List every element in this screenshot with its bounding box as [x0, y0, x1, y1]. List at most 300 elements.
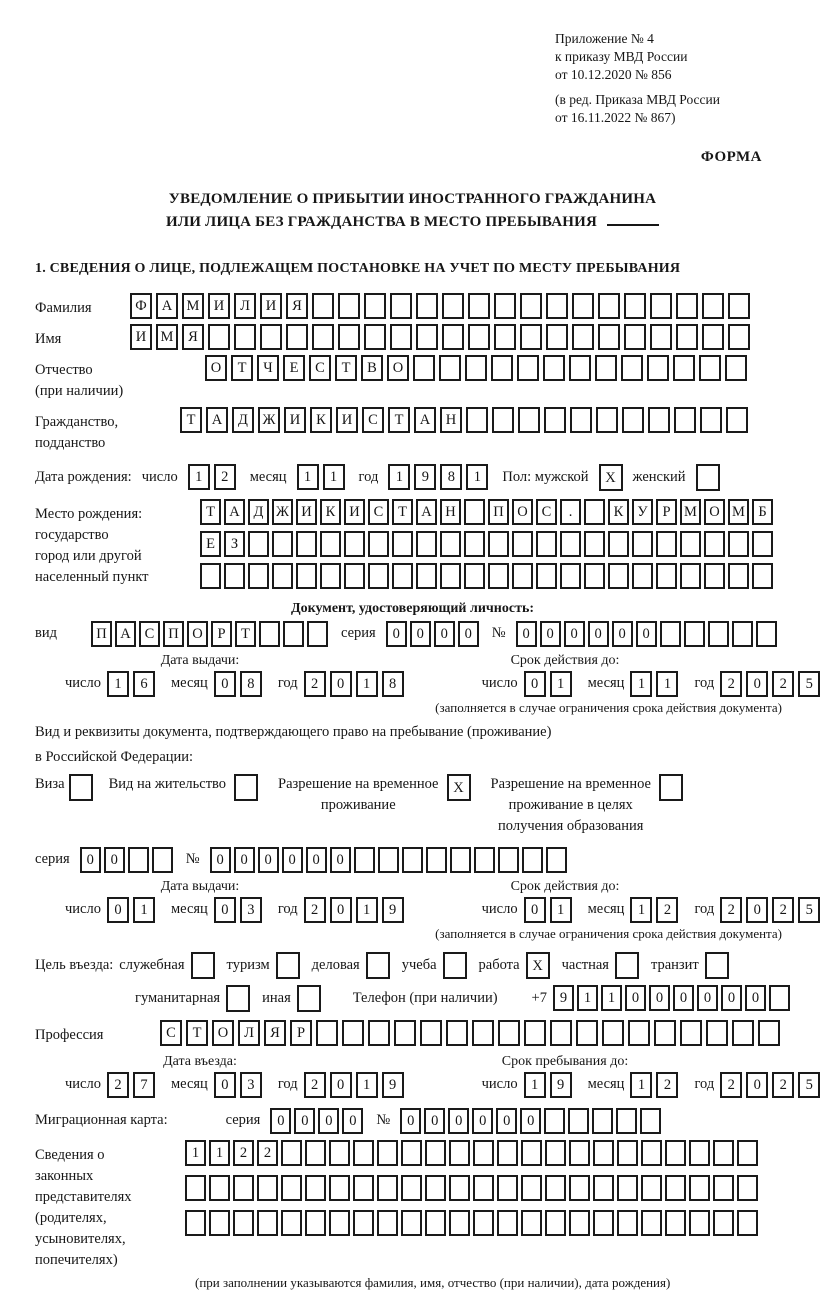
char-cell[interactable]: 9	[553, 985, 574, 1011]
char-cell[interactable]	[440, 531, 461, 557]
residence-permit-checkbox[interactable]	[234, 774, 258, 801]
char-cell[interactable]	[546, 293, 568, 319]
char-cell[interactable]	[472, 1020, 494, 1046]
char-cell[interactable]	[209, 1210, 230, 1236]
char-cell[interactable]	[497, 1210, 518, 1236]
char-cell[interactable]: М	[182, 293, 204, 319]
char-cell[interactable]: .	[560, 499, 581, 525]
char-cell[interactable]: Я	[264, 1020, 286, 1046]
char-cell[interactable]: 0	[386, 621, 407, 647]
char-cell[interactable]: К	[608, 499, 629, 525]
char-cell[interactable]	[656, 531, 677, 557]
char-cell[interactable]	[593, 1210, 614, 1236]
purpose-study-checkbox[interactable]	[443, 952, 467, 979]
char-cell[interactable]	[468, 293, 490, 319]
char-cell[interactable]	[498, 847, 519, 873]
char-cell[interactable]	[342, 1020, 364, 1046]
char-cell[interactable]	[728, 324, 750, 350]
char-cell[interactable]: Р	[290, 1020, 312, 1046]
char-cell[interactable]	[654, 1020, 676, 1046]
char-cell[interactable]	[425, 1140, 446, 1166]
char-cell[interactable]	[512, 563, 533, 589]
char-cell[interactable]	[497, 1140, 518, 1166]
char-cell[interactable]	[608, 563, 629, 589]
char-cell[interactable]	[641, 1140, 662, 1166]
char-cell[interactable]	[413, 355, 435, 381]
purpose-tourism-checkbox[interactable]	[276, 952, 300, 979]
char-cell[interactable]	[546, 324, 568, 350]
char-cell[interactable]	[420, 1020, 442, 1046]
char-cell[interactable]	[624, 293, 646, 319]
char-cell[interactable]	[401, 1210, 422, 1236]
char-cell[interactable]: М	[728, 499, 749, 525]
char-cell[interactable]: 0	[588, 621, 609, 647]
char-cell[interactable]	[568, 1108, 589, 1134]
char-cell[interactable]: 0	[107, 897, 129, 923]
char-cell[interactable]	[665, 1210, 686, 1236]
char-cell[interactable]	[616, 1108, 637, 1134]
char-cell[interactable]: К	[320, 499, 341, 525]
char-cell[interactable]	[473, 1140, 494, 1166]
char-cell[interactable]	[378, 847, 399, 873]
char-cell[interactable]: С	[139, 621, 160, 647]
char-cell[interactable]: И	[284, 407, 306, 433]
char-cell[interactable]	[305, 1210, 326, 1236]
char-cell[interactable]	[569, 1175, 590, 1201]
char-cell[interactable]: И	[130, 324, 152, 350]
char-cell[interactable]: С	[309, 355, 331, 381]
char-cell[interactable]	[512, 531, 533, 557]
char-cell[interactable]: А	[156, 293, 178, 319]
char-cell[interactable]: У	[632, 499, 653, 525]
char-cell[interactable]: З	[224, 531, 245, 557]
char-cell[interactable]: О	[387, 355, 409, 381]
char-cell[interactable]: 2	[304, 897, 326, 923]
char-cell[interactable]	[449, 1210, 470, 1236]
char-cell[interactable]: П	[163, 621, 184, 647]
char-cell[interactable]	[440, 563, 461, 589]
char-cell[interactable]	[702, 324, 724, 350]
char-cell[interactable]: 1	[466, 464, 488, 490]
char-cell[interactable]	[593, 1140, 614, 1166]
char-cell[interactable]	[680, 1020, 702, 1046]
char-cell[interactable]	[665, 1175, 686, 1201]
char-cell[interactable]	[338, 293, 360, 319]
char-cell[interactable]	[425, 1210, 446, 1236]
char-cell[interactable]	[732, 621, 753, 647]
char-cell[interactable]	[307, 621, 328, 647]
char-cell[interactable]	[699, 355, 721, 381]
char-cell[interactable]: С	[536, 499, 557, 525]
char-cell[interactable]	[439, 355, 461, 381]
char-cell[interactable]	[592, 1108, 613, 1134]
char-cell[interactable]	[546, 847, 567, 873]
char-cell[interactable]: 2	[772, 1072, 794, 1098]
char-cell[interactable]: 0	[210, 847, 231, 873]
char-cell[interactable]	[248, 563, 269, 589]
char-cell[interactable]	[641, 1175, 662, 1201]
char-cell[interactable]: 0	[673, 985, 694, 1011]
char-cell[interactable]: 0	[520, 1108, 541, 1134]
char-cell[interactable]	[704, 531, 725, 557]
char-cell[interactable]	[569, 1210, 590, 1236]
char-cell[interactable]: Л	[238, 1020, 260, 1046]
char-cell[interactable]: 0	[214, 897, 236, 923]
char-cell[interactable]	[520, 324, 542, 350]
char-cell[interactable]	[689, 1175, 710, 1201]
char-cell[interactable]	[689, 1140, 710, 1166]
char-cell[interactable]: 0	[524, 671, 546, 697]
char-cell[interactable]: А	[206, 407, 228, 433]
char-cell[interactable]	[598, 293, 620, 319]
char-cell[interactable]: С	[160, 1020, 182, 1046]
char-cell[interactable]: И	[336, 407, 358, 433]
char-cell[interactable]: И	[344, 499, 365, 525]
char-cell[interactable]	[545, 1210, 566, 1236]
char-cell[interactable]: 2	[107, 1072, 129, 1098]
char-cell[interactable]	[737, 1140, 758, 1166]
char-cell[interactable]: 1	[356, 1072, 378, 1098]
char-cell[interactable]	[570, 407, 592, 433]
char-cell[interactable]	[665, 1140, 686, 1166]
char-cell[interactable]	[640, 1108, 661, 1134]
char-cell[interactable]	[257, 1175, 278, 1201]
char-cell[interactable]	[329, 1210, 350, 1236]
char-cell[interactable]: 9	[382, 1072, 404, 1098]
char-cell[interactable]	[320, 563, 341, 589]
char-cell[interactable]	[390, 324, 412, 350]
char-cell[interactable]	[416, 563, 437, 589]
char-cell[interactable]: 5	[798, 897, 820, 923]
char-cell[interactable]: М	[680, 499, 701, 525]
char-cell[interactable]: 1	[601, 985, 622, 1011]
char-cell[interactable]	[676, 293, 698, 319]
char-cell[interactable]	[474, 847, 495, 873]
char-cell[interactable]	[312, 293, 334, 319]
char-cell[interactable]	[713, 1140, 734, 1166]
char-cell[interactable]: 2	[720, 671, 742, 697]
char-cell[interactable]	[758, 1020, 780, 1046]
char-cell[interactable]	[200, 563, 221, 589]
char-cell[interactable]: 1	[550, 897, 572, 923]
char-cell[interactable]	[624, 324, 646, 350]
sex-male-checkbox[interactable]: X	[599, 464, 623, 491]
char-cell[interactable]	[584, 499, 605, 525]
char-cell[interactable]: 2	[257, 1140, 278, 1166]
char-cell[interactable]: 0	[540, 621, 561, 647]
char-cell[interactable]	[281, 1210, 302, 1236]
char-cell[interactable]	[488, 563, 509, 589]
char-cell[interactable]	[728, 531, 749, 557]
char-cell[interactable]: Т	[231, 355, 253, 381]
char-cell[interactable]: О	[187, 621, 208, 647]
char-cell[interactable]: 0	[410, 621, 431, 647]
char-cell[interactable]: Ж	[272, 499, 293, 525]
char-cell[interactable]	[473, 1210, 494, 1236]
char-cell[interactable]: 1	[630, 897, 652, 923]
char-cell[interactable]	[700, 407, 722, 433]
char-cell[interactable]	[446, 1020, 468, 1046]
char-cell[interactable]	[316, 1020, 338, 1046]
char-cell[interactable]: 1	[185, 1140, 206, 1166]
char-cell[interactable]: А	[414, 407, 436, 433]
char-cell[interactable]	[353, 1175, 374, 1201]
char-cell[interactable]	[128, 847, 149, 873]
char-cell[interactable]: 0	[564, 621, 585, 647]
char-cell[interactable]	[377, 1210, 398, 1236]
char-cell[interactable]	[641, 1210, 662, 1236]
char-cell[interactable]: 9	[414, 464, 436, 490]
char-cell[interactable]	[596, 407, 618, 433]
char-cell[interactable]: Д	[248, 499, 269, 525]
char-cell[interactable]	[650, 324, 672, 350]
char-cell[interactable]: Н	[440, 407, 462, 433]
char-cell[interactable]	[392, 531, 413, 557]
char-cell[interactable]: И	[208, 293, 230, 319]
char-cell[interactable]	[260, 324, 282, 350]
char-cell[interactable]	[543, 355, 565, 381]
char-cell[interactable]	[544, 1108, 565, 1134]
char-cell[interactable]	[522, 847, 543, 873]
char-cell[interactable]	[364, 324, 386, 350]
char-cell[interactable]: И	[260, 293, 282, 319]
char-cell[interactable]	[494, 324, 516, 350]
char-cell[interactable]	[425, 1175, 446, 1201]
char-cell[interactable]	[545, 1175, 566, 1201]
char-cell[interactable]	[584, 563, 605, 589]
char-cell[interactable]: 1	[356, 671, 378, 697]
char-cell[interactable]	[464, 499, 485, 525]
char-cell[interactable]	[617, 1175, 638, 1201]
char-cell[interactable]: 2	[304, 671, 326, 697]
char-cell[interactable]	[353, 1140, 374, 1166]
char-cell[interactable]: 0	[294, 1108, 315, 1134]
char-cell[interactable]	[281, 1175, 302, 1201]
char-cell[interactable]: О	[512, 499, 533, 525]
char-cell[interactable]	[673, 355, 695, 381]
char-cell[interactable]	[598, 324, 620, 350]
char-cell[interactable]: 1	[388, 464, 410, 490]
char-cell[interactable]: 0	[458, 621, 479, 647]
char-cell[interactable]	[426, 847, 447, 873]
char-cell[interactable]: А	[115, 621, 136, 647]
char-cell[interactable]: Л	[234, 293, 256, 319]
char-cell[interactable]: 0	[516, 621, 537, 647]
char-cell[interactable]	[492, 407, 514, 433]
char-cell[interactable]	[449, 1140, 470, 1166]
char-cell[interactable]	[377, 1140, 398, 1166]
char-cell[interactable]: 0	[746, 671, 768, 697]
char-cell[interactable]	[450, 847, 471, 873]
char-cell[interactable]	[544, 407, 566, 433]
char-cell[interactable]: К	[310, 407, 332, 433]
char-cell[interactable]: 1	[188, 464, 210, 490]
char-cell[interactable]: Б	[752, 499, 773, 525]
char-cell[interactable]: Т	[335, 355, 357, 381]
char-cell[interactable]	[449, 1175, 470, 1201]
char-cell[interactable]	[550, 1020, 572, 1046]
char-cell[interactable]: 2	[214, 464, 236, 490]
char-cell[interactable]: 0	[472, 1108, 493, 1134]
char-cell[interactable]: 0	[746, 1072, 768, 1098]
char-cell[interactable]: 5	[798, 671, 820, 697]
char-cell[interactable]: 0	[636, 621, 657, 647]
char-cell[interactable]	[353, 1210, 374, 1236]
char-cell[interactable]: 0	[214, 671, 236, 697]
char-cell[interactable]	[494, 293, 516, 319]
char-cell[interactable]: 1	[577, 985, 598, 1011]
char-cell[interactable]	[680, 531, 701, 557]
char-cell[interactable]	[338, 324, 360, 350]
char-cell[interactable]: 0	[342, 1108, 363, 1134]
char-cell[interactable]: В	[361, 355, 383, 381]
char-cell[interactable]	[498, 1020, 520, 1046]
sex-female-checkbox[interactable]	[696, 464, 720, 491]
char-cell[interactable]: 0	[104, 847, 125, 873]
char-cell[interactable]	[364, 293, 386, 319]
char-cell[interactable]: 1	[209, 1140, 230, 1166]
char-cell[interactable]	[617, 1210, 638, 1236]
char-cell[interactable]	[468, 324, 490, 350]
char-cell[interactable]	[344, 531, 365, 557]
char-cell[interactable]: 0	[612, 621, 633, 647]
char-cell[interactable]	[442, 293, 464, 319]
char-cell[interactable]	[680, 563, 701, 589]
char-cell[interactable]: О	[704, 499, 725, 525]
char-cell[interactable]	[394, 1020, 416, 1046]
char-cell[interactable]	[648, 407, 670, 433]
char-cell[interactable]	[569, 1140, 590, 1166]
char-cell[interactable]: 0	[214, 1072, 236, 1098]
char-cell[interactable]	[560, 563, 581, 589]
char-cell[interactable]	[416, 324, 438, 350]
char-cell[interactable]	[344, 563, 365, 589]
char-cell[interactable]: 0	[745, 985, 766, 1011]
char-cell[interactable]	[674, 407, 696, 433]
char-cell[interactable]	[602, 1020, 624, 1046]
char-cell[interactable]: Ф	[130, 293, 152, 319]
char-cell[interactable]	[233, 1175, 254, 1201]
char-cell[interactable]	[572, 293, 594, 319]
char-cell[interactable]: 0	[524, 897, 546, 923]
purpose-humanitarian-checkbox[interactable]	[226, 985, 250, 1012]
char-cell[interactable]: 0	[330, 897, 352, 923]
char-cell[interactable]: 9	[550, 1072, 572, 1098]
char-cell[interactable]	[569, 355, 591, 381]
char-cell[interactable]: 2	[720, 1072, 742, 1098]
char-cell[interactable]	[320, 531, 341, 557]
char-cell[interactable]	[329, 1175, 350, 1201]
char-cell[interactable]: Т	[186, 1020, 208, 1046]
char-cell[interactable]	[281, 1140, 302, 1166]
char-cell[interactable]: Я	[182, 324, 204, 350]
char-cell[interactable]	[650, 293, 672, 319]
char-cell[interactable]	[660, 621, 681, 647]
char-cell[interactable]	[368, 563, 389, 589]
char-cell[interactable]	[442, 324, 464, 350]
char-cell[interactable]	[272, 563, 293, 589]
char-cell[interactable]	[704, 563, 725, 589]
char-cell[interactable]	[728, 563, 749, 589]
char-cell[interactable]	[632, 563, 653, 589]
char-cell[interactable]: А	[416, 499, 437, 525]
char-cell[interactable]	[676, 324, 698, 350]
char-cell[interactable]	[728, 293, 750, 319]
char-cell[interactable]	[283, 621, 304, 647]
char-cell[interactable]: 2	[656, 897, 678, 923]
char-cell[interactable]: 3	[240, 897, 262, 923]
char-cell[interactable]	[368, 531, 389, 557]
char-cell[interactable]: 0	[318, 1108, 339, 1134]
char-cell[interactable]	[737, 1210, 758, 1236]
char-cell[interactable]: 0	[697, 985, 718, 1011]
char-cell[interactable]	[752, 531, 773, 557]
char-cell[interactable]	[689, 1210, 710, 1236]
char-cell[interactable]	[464, 563, 485, 589]
char-cell[interactable]: Т	[180, 407, 202, 433]
char-cell[interactable]	[608, 531, 629, 557]
char-cell[interactable]	[312, 324, 334, 350]
char-cell[interactable]: 8	[382, 671, 404, 697]
char-cell[interactable]: 2	[772, 671, 794, 697]
char-cell[interactable]: 1	[630, 1072, 652, 1098]
char-cell[interactable]	[233, 1210, 254, 1236]
char-cell[interactable]	[208, 324, 230, 350]
char-cell[interactable]	[224, 563, 245, 589]
char-cell[interactable]: 2	[656, 1072, 678, 1098]
char-cell[interactable]	[595, 355, 617, 381]
char-cell[interactable]	[632, 531, 653, 557]
char-cell[interactable]	[521, 1140, 542, 1166]
char-cell[interactable]: 0	[434, 621, 455, 647]
char-cell[interactable]	[520, 293, 542, 319]
char-cell[interactable]	[536, 531, 557, 557]
char-cell[interactable]	[584, 531, 605, 557]
char-cell[interactable]: 2	[772, 897, 794, 923]
char-cell[interactable]	[713, 1175, 734, 1201]
char-cell[interactable]	[286, 324, 308, 350]
char-cell[interactable]: О	[212, 1020, 234, 1046]
char-cell[interactable]	[368, 1020, 390, 1046]
char-cell[interactable]	[593, 1175, 614, 1201]
char-cell[interactable]	[272, 531, 293, 557]
char-cell[interactable]: 0	[258, 847, 279, 873]
char-cell[interactable]	[572, 324, 594, 350]
char-cell[interactable]: Я	[286, 293, 308, 319]
char-cell[interactable]	[524, 1020, 546, 1046]
char-cell[interactable]	[209, 1175, 230, 1201]
char-cell[interactable]: Т	[392, 499, 413, 525]
char-cell[interactable]	[416, 531, 437, 557]
char-cell[interactable]	[725, 355, 747, 381]
char-cell[interactable]: Р	[211, 621, 232, 647]
char-cell[interactable]	[491, 355, 513, 381]
char-cell[interactable]	[185, 1175, 206, 1201]
char-cell[interactable]: А	[224, 499, 245, 525]
char-cell[interactable]: И	[296, 499, 317, 525]
char-cell[interactable]: Е	[283, 355, 305, 381]
char-cell[interactable]	[521, 1175, 542, 1201]
char-cell[interactable]: 1	[133, 897, 155, 923]
char-cell[interactable]: Д	[232, 407, 254, 433]
purpose-transit-checkbox[interactable]	[705, 952, 729, 979]
char-cell[interactable]: Т	[388, 407, 410, 433]
char-cell[interactable]	[473, 1175, 494, 1201]
char-cell[interactable]	[296, 563, 317, 589]
char-cell[interactable]	[257, 1210, 278, 1236]
char-cell[interactable]	[732, 1020, 754, 1046]
char-cell[interactable]	[401, 1140, 422, 1166]
